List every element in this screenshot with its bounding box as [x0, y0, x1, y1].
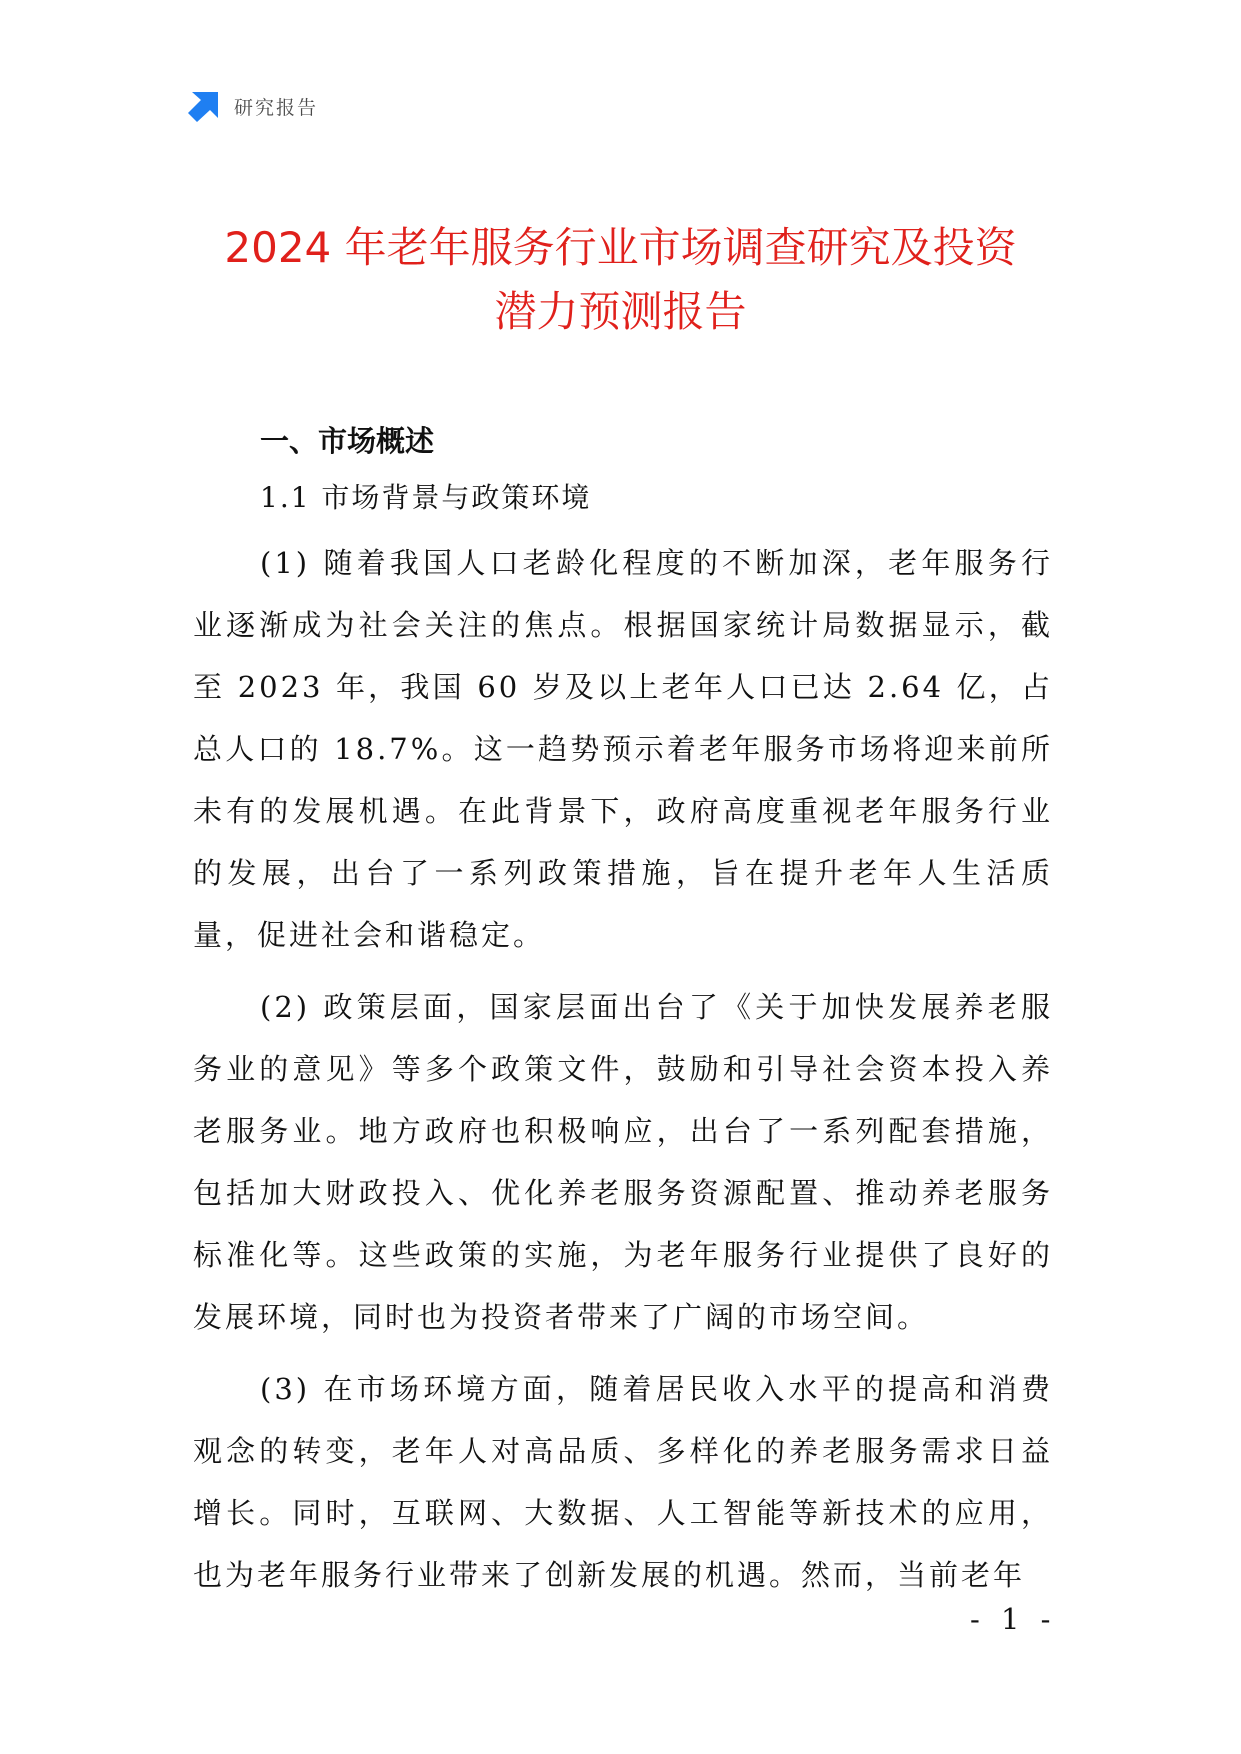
title-line-1: 2024 年老年服务行业市场调查研究及投资	[224, 223, 1017, 272]
title-line-2: 潜力预测报告	[494, 287, 747, 336]
subsection-heading: 1.1 市场背景与政策环境	[260, 481, 592, 514]
paragraph-2: (2) 政策层面，国家层面出台了《关于加快发展养老服务业的意见》等多个政策文件，鼓励和引导社会资本投入养老服务业。地方政府也积极响应，出台了一系列配套措施，包括加大财政投入、优化养老服务资源配置、推动养老服务标准化等。这些政策的实施，为老年服务行业提供了良好的发展环境，同时也为投资者带来了广阔的市场空间。	[193, 990, 1053, 1334]
paragraph-1: (1) 随着我国人口老龄化程度的不断加深，老年服务行业逐渐成为社会关注的焦点。根据国家统计局数据显示，截至 2023 年，我国 60 岁及以上老年人口已达 2.64 亿，占总人口的 18.7%。这一趋势预示着老年服务市场将迎来前所未有的发展机遇。在此背景下，政府高度重视老年服务行业的发展，出台了一系列政策措施，旨在提升老年人生活质量，促进社会和谐稳定。	[193, 546, 1053, 952]
section-heading: 一、市场概述	[260, 424, 435, 458]
paragraph-3: (3) 在市场环境方面，随着居民收入水平的提高和消费观念的转变，老年人对高品质、多样化的养老服务需求日益增长。同时，互联网、大数据、人工智能等新技术的应用，也为老年服务行业带来了创新发展的机遇。然而，当前老年	[193, 1372, 1053, 1592]
page-header	[188, 88, 318, 124]
document-title	[120, 216, 1121, 344]
header-label: 研究报告	[234, 96, 319, 119]
arrow-up-right-icon	[188, 90, 220, 122]
document-body	[193, 416, 1053, 1606]
page-number: - 1 -	[970, 1602, 1057, 1636]
